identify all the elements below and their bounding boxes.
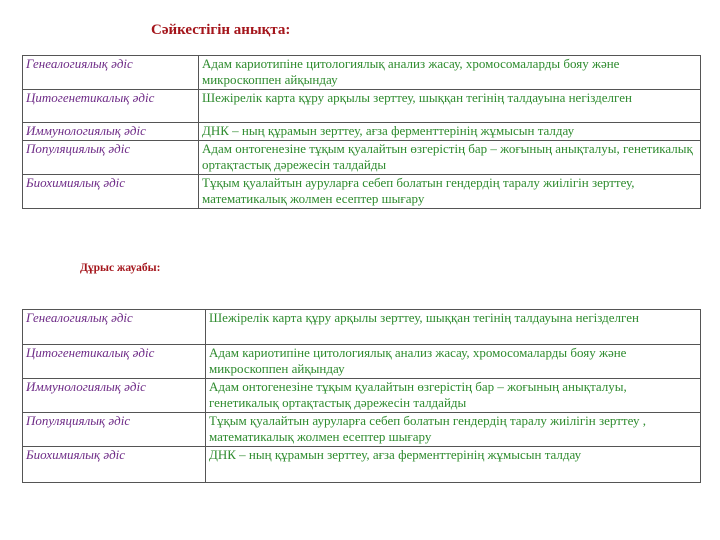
method-cell: Иммунологиялық әдіс	[23, 123, 199, 141]
table-row	[23, 379, 701, 413]
method-cell: Цитогенетикалық әдіс	[23, 345, 206, 379]
description-cell: Адам онтогенезіне тұқым қуалайтын өзгерістің бар – жоғының анықталуы, генетикалық ортақтастық дәрежесін талдайды	[206, 379, 701, 413]
description-cell: ДНК – ның құрамын зерттеу, ағза ферменттерінің жұмысын талдау	[206, 447, 701, 483]
method-cell: Популяциялық әдіс	[23, 141, 199, 175]
description-cell: Тұқым қуалайтын ауруларға себеп болатын гендердің таралу жиілігін зерттеу, математикалық жолмен есептер шығару	[199, 175, 701, 209]
table-row	[23, 90, 701, 123]
method-cell: Популяциялық әдіс	[23, 413, 206, 447]
method-cell: Генеалогиялық әдіс	[23, 56, 199, 90]
description-cell: ДНК – ның құрамын зерттеу, ағза ферменттерінің жұмысын талдау	[199, 123, 701, 141]
answer-title: Дұрыс жауабы:	[80, 262, 161, 274]
table-row	[23, 175, 701, 209]
description-cell: Шежірелік карта құру арқылы зерттеу, шыққан тегінің талдауына негізделген	[199, 90, 701, 123]
table-row	[23, 413, 701, 447]
task-table	[22, 55, 701, 209]
method-cell: Биохимиялық әдіс	[23, 447, 206, 483]
answer-table	[22, 309, 701, 483]
method-cell: Цитогенетикалық әдіс	[23, 90, 199, 123]
table-row	[23, 141, 701, 175]
method-cell: Иммунологиялық әдіс	[23, 379, 206, 413]
description-cell: Адам онтогенезіне тұқым қуалайтын өзгерістің бар – жоғының анықталуы, генетикалық ортақтастық дәрежесін талдайды	[199, 141, 701, 175]
method-cell: Биохимиялық әдіс	[23, 175, 199, 209]
method-cell: Генеалогиялық әдіс	[23, 310, 206, 345]
table-row	[23, 447, 701, 483]
table-row	[23, 345, 701, 379]
table-row	[23, 123, 701, 141]
task-title: Сәйкестігін анықта:	[151, 22, 291, 38]
description-cell: Адам кариотипіне цитологиялық анализ жасау, хромосомаларды бояу және микроскоппен айқындау	[199, 56, 701, 90]
table-row	[23, 56, 701, 90]
table-row	[23, 310, 701, 345]
description-cell: Шежірелік карта құру арқылы зерттеу, шыққан тегінің талдауына негізделген	[206, 310, 701, 345]
description-cell: Тұқым қуалайтын ауруларға себеп болатын гендердің таралу жиілігін зерттеу , математикалық жолмен есептер шығару	[206, 413, 701, 447]
description-cell: Адам кариотипіне цитологиялық анализ жасау, хромосомаларды бояу және микроскоппен айқындау	[206, 345, 701, 379]
